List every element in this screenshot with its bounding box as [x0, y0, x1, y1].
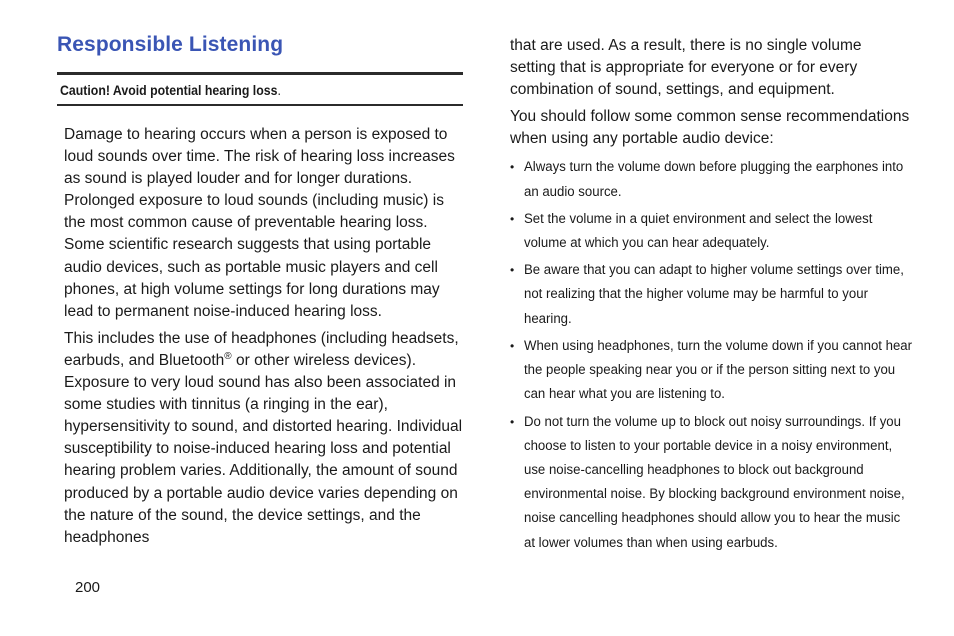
list-item-text: Always turn the volume down before plugging the earphones into an audio source. [524, 159, 904, 200]
caution-text [60, 82, 281, 98]
paragraph-recommendations: You should follow some common sense recommendations when using any portable audio device: [510, 108, 910, 148]
left-column [64, 124, 464, 554]
recommendation-list [510, 155, 913, 554]
list-item-text: When using headphones, turn the volume down if you cannot hear the people speaking near you or if the person sitting next to you can hear what you are listening to. [524, 337, 913, 403]
paragraph-headphones [64, 328, 464, 549]
bullet-icon: • [510, 211, 515, 226]
list-item [510, 334, 913, 407]
paragraph-headphones-start: This includes the use of headphones (including headsets, earbuds, and Bluetooth [64, 329, 459, 369]
page-number: 200 [75, 579, 101, 596]
right-column [510, 35, 913, 558]
paragraph-volume-setting: that are used. As a result, there is no single volume setting that is appropriate for everyone or for every combination of sound, settings, and equipment. [510, 37, 862, 99]
bullet-icon: • [510, 263, 515, 278]
bullet-icon: • [510, 338, 515, 353]
paragraph-headphones-rest: or other wireless devices). Exposure to very loud sound has also been associated in some studies with tinnitus (a ringing in the ear), hypersensitivity to sound, and distorted hearing. Individual susceptibility to noise-induced hearing loss and potential hearing problem varies. Additionally, the amount of sound produced by a portable audio device varies depending on the nature of the sound, the device settings, and the headphones [64, 351, 463, 546]
list-item-text: Do not turn the volume up to block out noisy surroundings. If you choose to listen to your portable device in a noisy environment, use noise-cancelling headphones to block out background environmental noise. By blocking background environment noise, noise cancelling headphones should allow you to hear the music at lower volumes than when using earbuds. [524, 413, 905, 551]
caution-box [57, 72, 463, 106]
bullet-icon: • [510, 160, 515, 175]
list-item [510, 410, 910, 555]
bullet-icon: • [510, 414, 515, 429]
list-item [510, 258, 910, 331]
list-item-text: Set the volume in a quiet environment and select the lowest volume at which you can hear adequately. [524, 210, 873, 252]
list-item-text: Be aware that you can adapt to higher volume settings over time, not realizing that the higher volume may be harmful to your hearing. [524, 262, 904, 327]
section-title: Responsible Listening [57, 33, 284, 56]
caution-label: Caution! Avoid potential hearing loss [60, 82, 278, 98]
list-item [510, 207, 910, 255]
list-item [510, 155, 910, 203]
paragraph-hearing-damage: Damage to hearing occurs when a person is exposed to loud sounds over time. The risk of hearing loss increases as sound is played louder and for longer durations. Prolonged exposure to loud sounds (including music) is the most common cause of preventable hearing loss. Some scientific research suggests that using portable audio devices, such as portable music players and cell phones, at high volume settings for long durations may lead to permanent noise-induced hearing loss. [64, 126, 455, 320]
caution-period: . [277, 82, 281, 98]
registered-mark: ® [224, 350, 232, 362]
